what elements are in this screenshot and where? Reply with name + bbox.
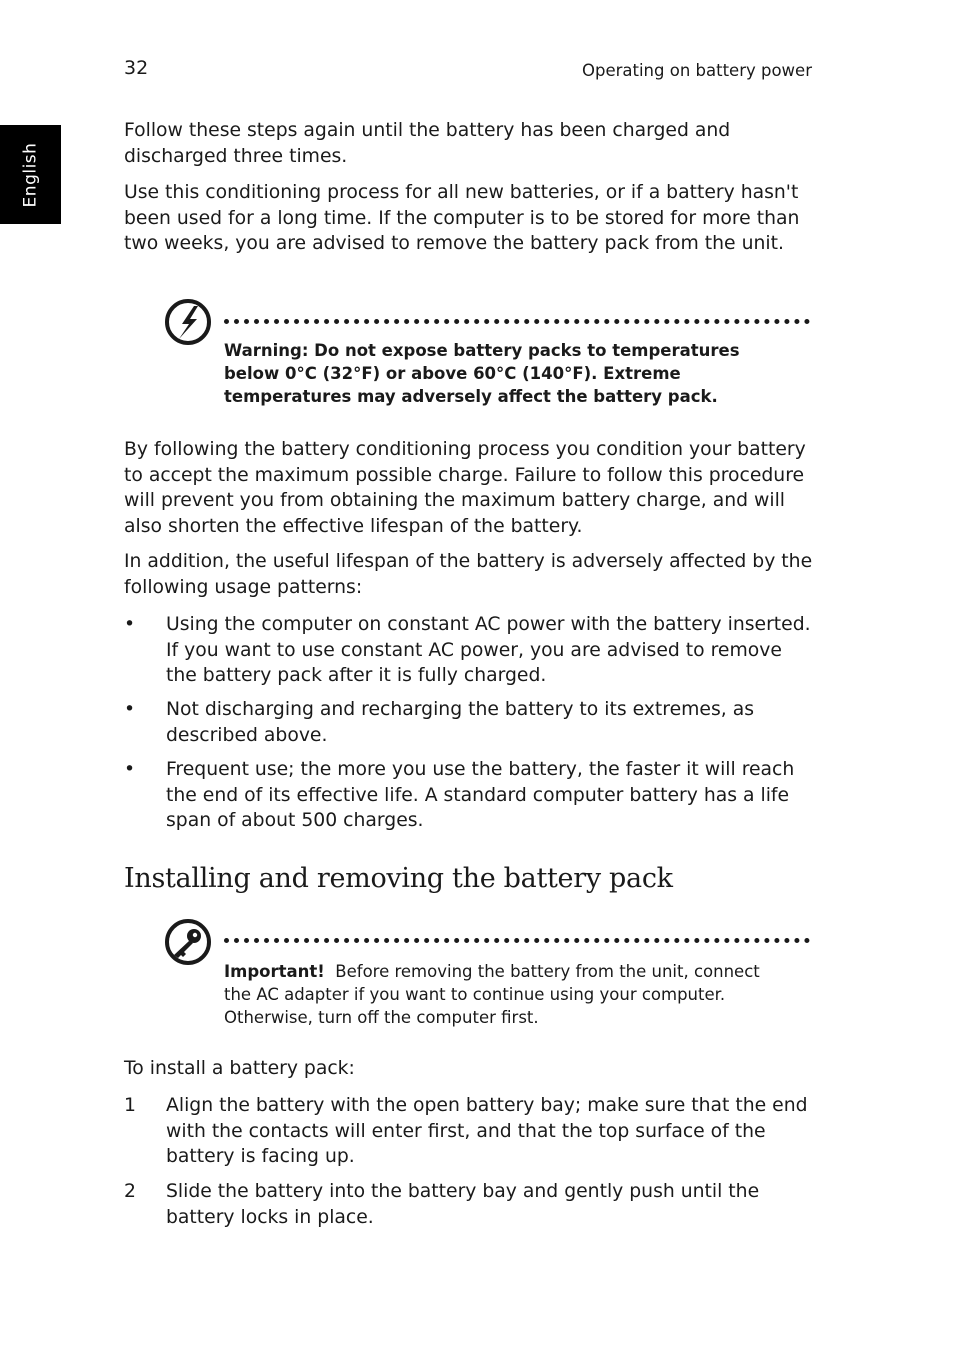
- bullet-text: Frequent use; the more you use the battery, the faster it will reach the end of its effective life. A standard computer battery has a life span of about 500 charges.: [166, 759, 795, 831]
- important-label: Important!: [224, 962, 325, 981]
- bullet-text: Not discharging and recharging the battery to its extremes, as described above.: [166, 699, 755, 746]
- important-body: Before removing the battery from the unit, connect the AC adapter if you want to continue using your computer. Otherwise, turn off the computer first.: [224, 962, 760, 1027]
- paragraph-5: To install a battery pack:: [124, 1058, 355, 1079]
- warning-divider: [224, 319, 810, 324]
- paragraph-3: By following the battery conditioning process you condition your battery to accept the maximum possible charge. Failure to follow this procedure will prevent you from obtaining the maximum battery charge, and will also shorten the effective lifespan of the battery.: [124, 439, 806, 537]
- important-note: [124, 918, 814, 1038]
- bullet-text: Using the computer on constant AC power with the battery inserted. If you want to use constant AC power, you are advised to remove the battery pack after it is fully charged.: [166, 614, 811, 686]
- paragraph-4-block: [124, 549, 814, 600]
- page-number: 32: [124, 57, 149, 79]
- side-tab-label: English: [20, 142, 41, 207]
- warning-text: Warning: Do not expose battery packs to temperatures below 0°C (32°F) or above 60°C (140°F). Extreme temperatures may adversely affect the battery pack.: [224, 341, 740, 406]
- bullet-marker: •: [124, 759, 136, 780]
- running-header: Operating on battery power: [581, 61, 812, 80]
- step-text: Slide the battery into the battery bay and gently push until the battery locks in place.: [166, 1181, 760, 1228]
- key-icon: [164, 918, 212, 966]
- paragraph-5-block: [124, 1056, 814, 1082]
- step-text: Align the battery with the open battery bay; make sure that the end with the contacts will enter first, and that the top surface of the battery is facing up.: [166, 1095, 808, 1167]
- important-text: [224, 960, 784, 1029]
- bullet-marker: •: [124, 699, 136, 720]
- paragraph-4: In addition, the useful lifespan of the battery is adversely affected by the following usage patterns:: [124, 551, 813, 598]
- important-divider: [224, 938, 810, 943]
- paragraph-3-block: [124, 437, 814, 539]
- bullet-marker: •: [124, 614, 136, 635]
- step-number: 1: [124, 1095, 136, 1116]
- step-number: 2: [124, 1181, 136, 1202]
- warning-lightning-icon: [164, 298, 212, 346]
- paragraph-2: Use this conditioning process for all new batteries, or if a battery hasn't been used for a long time. If the computer is to be stored for more than two weeks, you are advised to remove the battery pack from the unit.: [124, 182, 800, 254]
- warning-note: [124, 298, 814, 418]
- paragraph-2-block: [124, 180, 814, 257]
- language-side-tab: [0, 125, 61, 224]
- section-heading: Installing and removing the battery pack: [124, 863, 673, 894]
- paragraph-1-block: [124, 118, 814, 169]
- paragraph-1: Follow these steps again until the battery has been charged and discharged three times.: [124, 120, 731, 167]
